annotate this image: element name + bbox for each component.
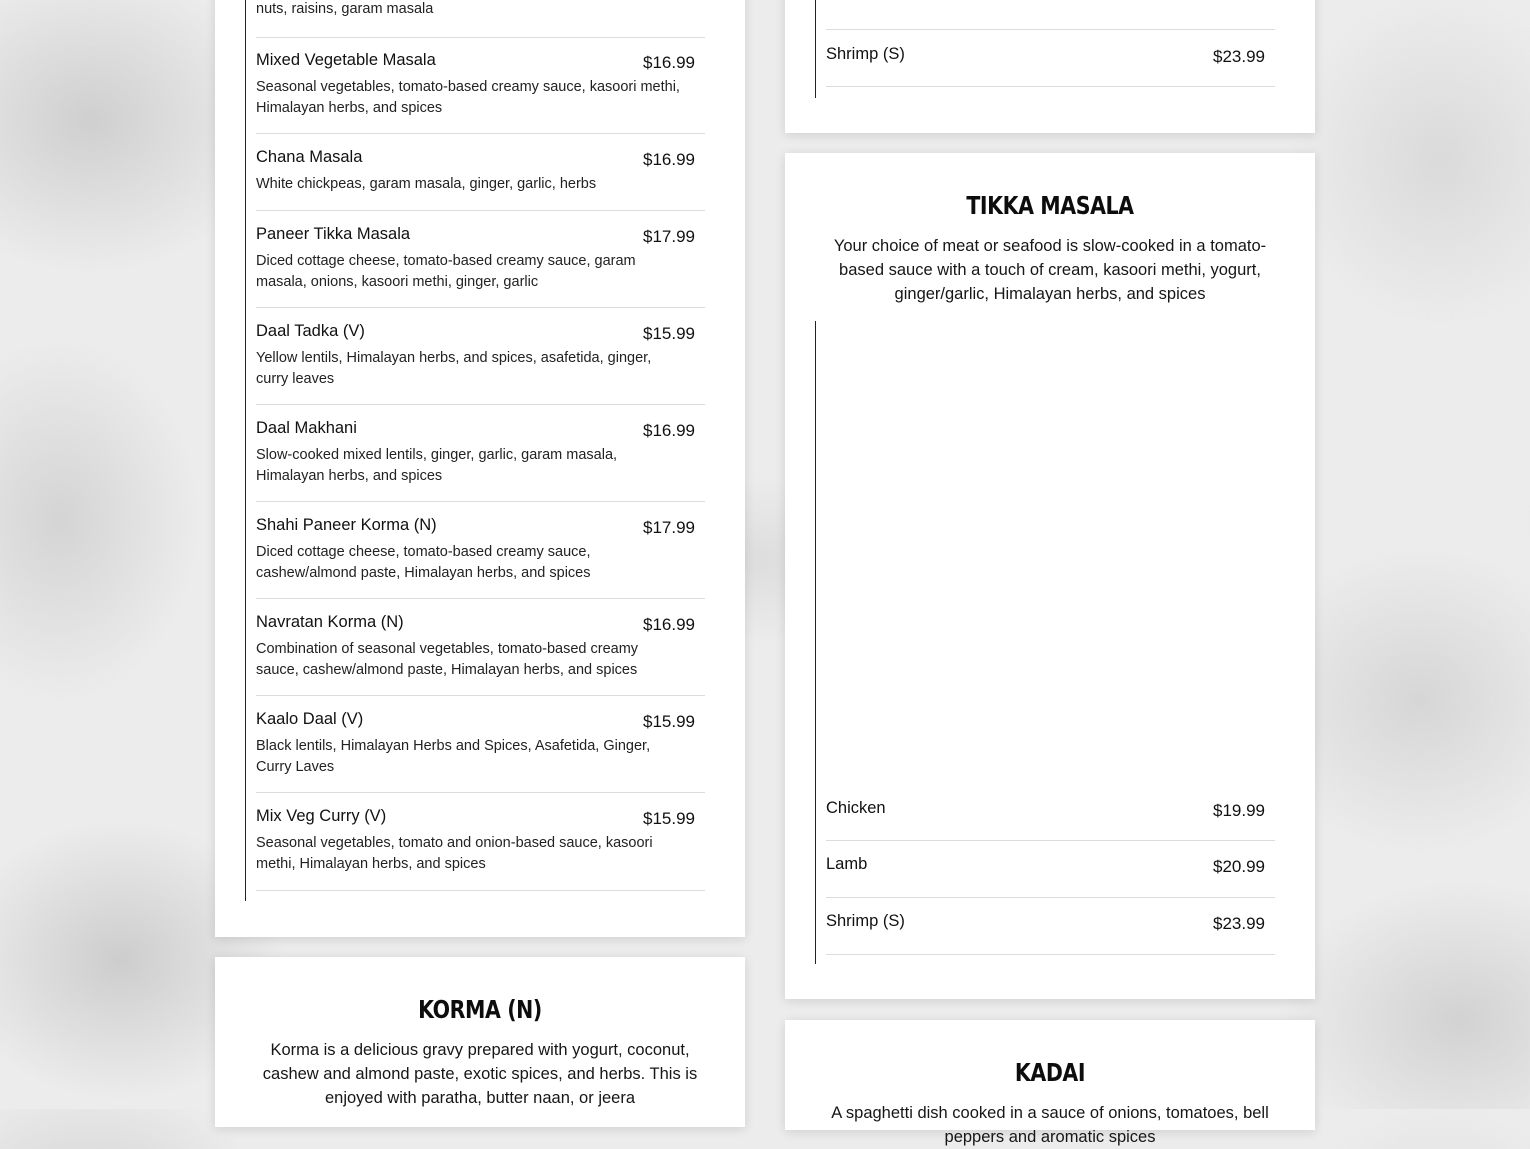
item-price: $15.99 xyxy=(643,809,695,828)
item-price: $19.99 xyxy=(1213,801,1265,820)
menu-item[interactable] xyxy=(826,0,1275,30)
menu-item[interactable] xyxy=(256,308,705,405)
item-price: $20.99 xyxy=(1213,857,1265,876)
item-desc: Black lentils, Himalayan Herbs and Spices, Asafetida, Ginger, Curry Laves xyxy=(256,738,651,775)
meat-items-list xyxy=(815,0,1276,98)
item-price: $16.99 xyxy=(643,53,695,72)
item-desc: Diced cottage cheese, tomato-based creamy sauce, garam masala, onions, kasoori methi, ginger, garlic xyxy=(256,253,636,290)
item-price: $16.99 xyxy=(643,421,695,440)
item-name: Shrimp (S) xyxy=(826,45,905,63)
menu-item[interactable] xyxy=(826,898,1275,955)
item-name: Shahi Paneer Korma (N) xyxy=(256,516,437,534)
item-price: $17.99 xyxy=(643,227,695,246)
partial-item-desc: nuts, raisins, garam masala xyxy=(256,1,434,17)
item-price: $16.99 xyxy=(643,615,695,634)
menu-item[interactable] xyxy=(826,784,1275,841)
item-desc: Seasonal vegetables, tomato and onion-based sauce, kasoori methi, Himalayan herbs, and spices xyxy=(256,835,653,872)
item-price: $23.99 xyxy=(1213,47,1265,66)
section-description: Korma is a delicious gravy prepared with yogurt, coconut, cashew and almond paste, exotic spices, and herbs. This is enjoyed with paratha, butter naan, or jeera xyxy=(262,1041,698,1107)
item-price: $15.99 xyxy=(643,324,695,343)
veg-curries-card xyxy=(215,0,745,937)
item-desc: Seasonal vegetables, tomato-based creamy sauce, kasoori methi, Himalayan herbs, and spices xyxy=(256,79,680,116)
item-desc: Combination of seasonal vegetables, tomato-based creamy sauce, cashew/almond paste, Himalayan herbs, and spices xyxy=(256,641,639,678)
item-name: Daal Makhani xyxy=(256,419,357,437)
menu-item[interactable] xyxy=(256,37,705,134)
menu-item[interactable] xyxy=(256,405,705,502)
menu-item[interactable] xyxy=(256,793,705,891)
item-name: Paneer Tikka Masala xyxy=(256,225,411,243)
item-desc: Slow-cooked mixed lentils, ginger, garlic, garam masala, Himalayan herbs, and spices xyxy=(256,447,618,484)
item-name: Daal Tadka (V) xyxy=(256,322,365,340)
menu-item[interactable] xyxy=(256,0,705,37)
veg-items-list xyxy=(245,0,706,901)
item-name: Shrimp (S) xyxy=(826,912,905,930)
item-desc: Diced cottage cheese, tomato-based creamy sauce, cashew/almond paste, Himalayan herbs, and spices xyxy=(256,544,591,581)
item-price: $23.99 xyxy=(1213,914,1265,933)
menu-item[interactable] xyxy=(256,599,705,696)
tikka-items-list xyxy=(815,321,1276,964)
kadai-card xyxy=(785,1020,1315,1146)
item-price xyxy=(1213,0,1265,2)
menu-item[interactable] xyxy=(826,841,1275,898)
item-name: Kaalo Daal (V) xyxy=(256,710,364,728)
item-price: $15.99 xyxy=(643,712,695,731)
menu-item[interactable] xyxy=(256,696,705,793)
menu-item[interactable] xyxy=(826,30,1275,87)
item-desc: Yellow lentils, Himalayan herbs, and spices, asafetida, ginger, curry leaves xyxy=(256,350,652,387)
item-name: Navratan Korma (N) xyxy=(256,613,404,631)
tikka-masala-card xyxy=(785,153,1315,999)
item-desc: White chickpeas, garam masala, ginger, garlic, herbs xyxy=(256,176,597,192)
section-description: A spaghetti dish cooked in a sauce of onions, tomatoes, bell peppers and aromatic spices xyxy=(831,1104,1269,1146)
item-name: Mixed Vegetable Masala xyxy=(256,51,436,69)
item-price: $17.99 xyxy=(643,518,695,537)
item-name: Lamb xyxy=(826,855,868,873)
menu-item[interactable] xyxy=(256,134,705,211)
section-title: KADAI xyxy=(1014,1058,1086,1087)
item-name: Mix Veg Curry (V) xyxy=(256,807,387,825)
item-name: Chana Masala xyxy=(256,148,363,166)
menu-item[interactable] xyxy=(256,502,705,599)
korma-card xyxy=(215,957,745,1127)
menu-item[interactable] xyxy=(256,211,705,308)
section-description: Your choice of meat or seafood is slow-cooked in a tomato-based sauce with a touch of cream, kasoori methi, yogurt, ginger/garlic, Himalayan herbs, and spices xyxy=(833,237,1267,303)
section-title: TIKKA MASALA xyxy=(966,191,1134,220)
meat-items-card xyxy=(785,0,1315,133)
item-name: Chicken xyxy=(826,799,886,817)
section-title: KORMA (N) xyxy=(418,995,542,1024)
item-price: $16.99 xyxy=(643,150,695,169)
